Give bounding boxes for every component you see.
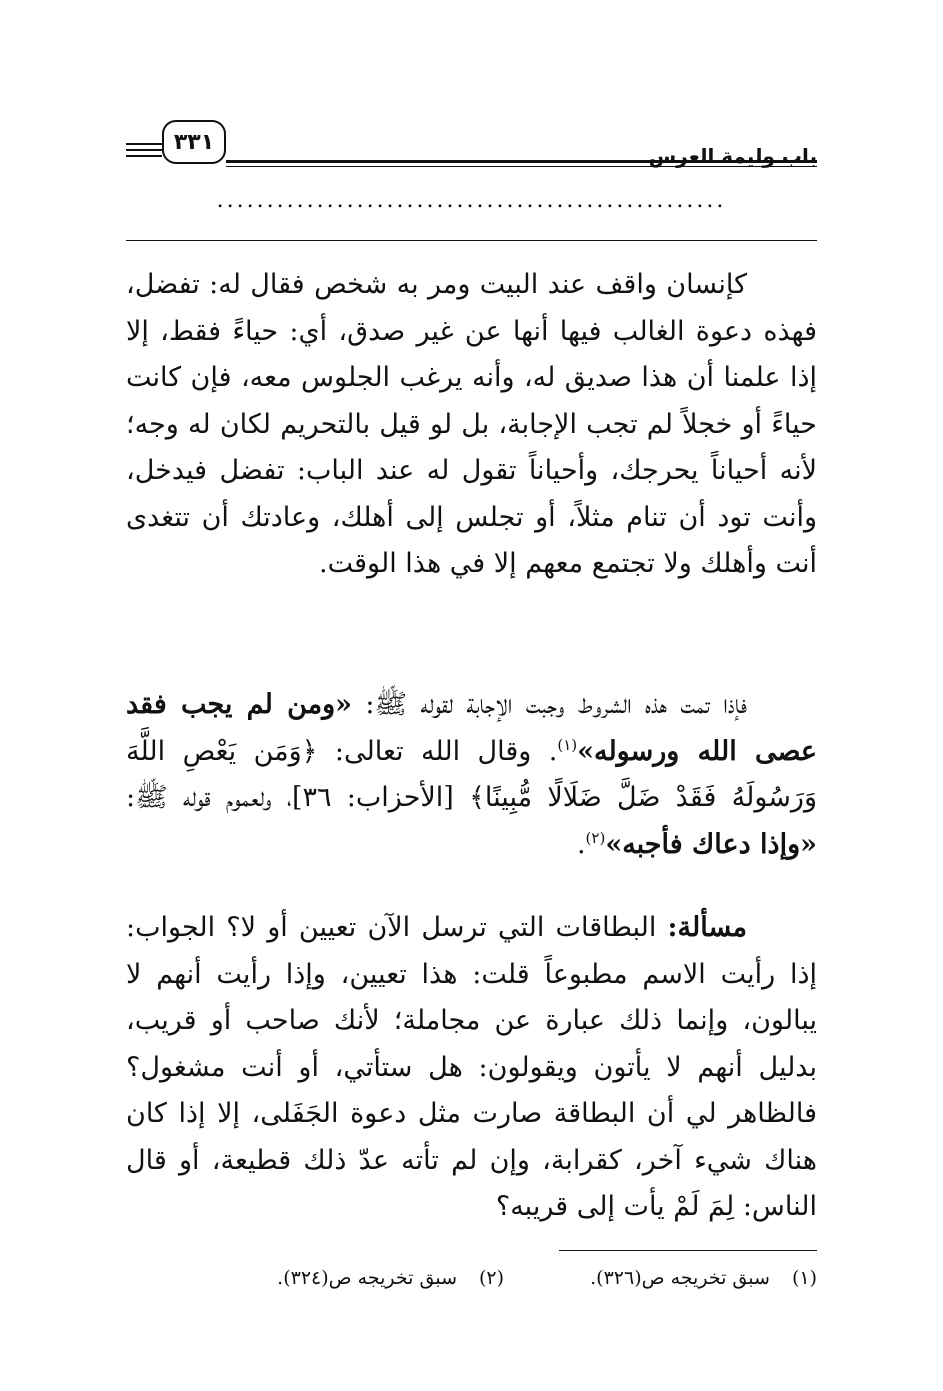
footnote-number: (٢): [479, 1267, 505, 1289]
footnote-text: سبق تخريجه ص(٣٢٤).: [277, 1267, 457, 1289]
paragraph-2-end: .: [576, 828, 586, 860]
footnote-ref-2: (٢): [585, 828, 606, 847]
footnote-number: (١): [791, 1267, 817, 1289]
paragraph-3-text: البطاقات التي ترسل الآن تعيين أو لا؟ الجواب: إذا رأيت الاسم مطبوعاً قلت: هذا تعيين، وإذا رأيت أنهم لا يبالون، وإنما ذلك عبارة عن مجاملة؛ لأنك صاحب أو قريب، بدليل أنهم لا يأتون ويقولون: هل ستأتي، أو أنت مشغول؟ فالظاهر لي أن البطاقة صارت مثل دعوة الجَفَلى، إلا إذا كان هناك شيء آخر، كقرابة، وإن لم تأته عدّ ذلك قطيعة، أو قال الناس: لِمَ لَمْ يأت إلى قريبه؟: [126, 912, 817, 1222]
footnote: [277, 1258, 504, 1298]
hadith-quote-2: «وإذا دعاك فأجبه»: [605, 828, 817, 860]
paragraph-2-mid: . وقال الله تعالى:: [317, 735, 558, 767]
hadith-quote-1: «ومن لم يجب فقد عصى الله ورسوله»: [126, 689, 817, 767]
paragraph-3: [126, 905, 817, 1231]
paragraph-2-intro: فإذا تمت هذه الشروط وجبت الإجابة لقوله ﷺ:: [352, 689, 747, 720]
paragraph-2: [126, 682, 817, 868]
page-number: ٣٣١: [162, 120, 226, 164]
footnotes: [126, 1258, 817, 1298]
paragraph-1-text: كإنسان واقف عند البيت ومر به شخص فقال له: تفضل، فهذه دعوة الغالب فيها أنها عن غير صدق، أي: حياءً فقط، إلا إذا علمنا أن هذا صديق له، وأنه يرغب الجلوس معه، فإن كانت حياءً أو خجلاً لم تجب الإجابة، بل لو قيل بالتحريم لكان له وجه؛ لأنه أحياناً يحرجك، وأحياناً تقول له عند الباب: تفضل فيدخل، وأنت تود أن تنام مثلاً، أو تجلس إلى أهلك، وعادتك أن تتغدى أنت وأهلك ولا تجتمع معهم إلا في هذا الوقت.: [126, 269, 817, 579]
quran-verse: ﴿وَمَن يَعْصِ اللَّهَ وَرَسُولَهُ فَقَدْ ضَلَّ ضَلَالًا مُّبِينًا﴾: [126, 735, 818, 813]
chapter-title: باب وليمة العرس: [648, 144, 817, 168]
footnote: [590, 1258, 817, 1298]
footnote-text: سبق تخريجه ص(٣٢٦).: [590, 1267, 770, 1289]
header-rule-short: [126, 149, 162, 151]
verse-reference: [الأحزاب: ٣٦]، ولعموم قوله ﷺ:: [126, 782, 470, 813]
continuation-dots: ...................................................: [216, 188, 727, 213]
separator-rule: [126, 240, 817, 241]
header-rule-short: [126, 143, 162, 145]
footnote-ref-1: (١): [557, 735, 578, 754]
paragraph-1: [126, 262, 817, 588]
header-rule-short: [126, 155, 162, 157]
footnote-separator: [559, 1250, 817, 1251]
question-label: مسألة:: [667, 912, 747, 943]
header-rule-thick: [226, 160, 817, 163]
header-rule-thin: [226, 166, 817, 167]
